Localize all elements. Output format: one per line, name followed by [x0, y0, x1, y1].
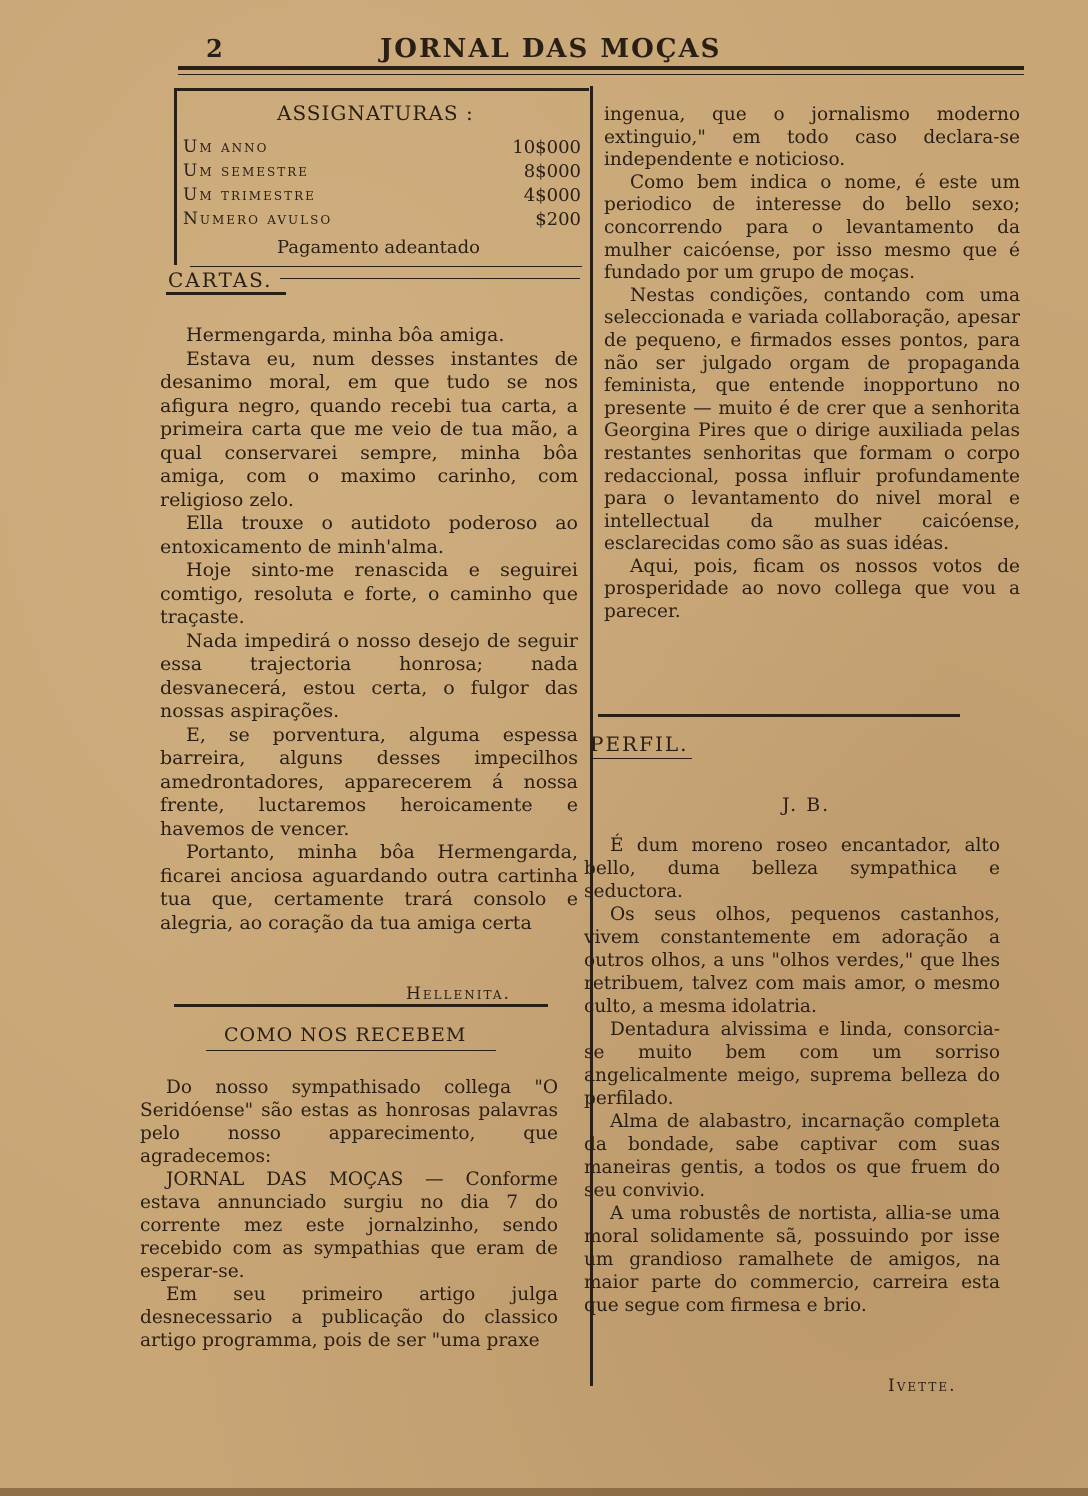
perfil-paragraph: Alma de alabastro, incarnação completa da bondade, sabe captivar com suas maneiras gentis, a todos os que fruem do seu convivio. — [584, 1111, 1000, 1201]
como-nos-recebem-body — [140, 1076, 558, 1352]
como-nos-recebem-rule — [206, 1050, 496, 1051]
page-number: 2 — [206, 34, 223, 63]
subscription-price: 4$000 — [523, 185, 581, 206]
section-rule — [598, 714, 960, 717]
cartas-paragraph: E, se porventura, alguma espessa barreira, alguns desses impecilhos amedrontadores, apparecerem á nossa frente, luctaremos heroicamente e havemos de vencer. — [160, 723, 578, 840]
subscriptions-rule — [190, 266, 582, 267]
subscription-label: Um trimestre — [183, 185, 316, 205]
masthead-title: JORNAL DAS MOÇAS — [380, 34, 722, 64]
page-header — [180, 30, 1020, 68]
perfil-paragraph: Os seus olhos, pequenos castanhos, vivem constantemente em adoração a outros olhos, a uns "olhos verdes," que lhes retribuem, talvez com mais amor, o mesmo culto, a mesma idolatria. — [584, 904, 1000, 1017]
header-rule — [178, 66, 1024, 70]
como-nos-recebem-title: COMO NOS RECEBEM — [224, 1024, 467, 1046]
cartas-paragraph: Nada impedirá o nosso desejo de seguir essa trajectoria honrosa; nada desvanecerá, estou certa, o fulgor das nossas aspirações. — [160, 629, 578, 722]
subscriptions-footer: Pagamento adeantado — [277, 237, 480, 258]
subscription-row — [183, 161, 581, 181]
subscription-row — [183, 185, 581, 205]
perfil-body — [584, 834, 1000, 1317]
perfil-subject: J. B. — [782, 794, 831, 816]
subscriptions-box — [174, 88, 589, 265]
cartas-body — [160, 324, 578, 935]
right-column-body — [604, 104, 1020, 624]
cartas-rule — [166, 292, 286, 295]
subscription-row — [183, 137, 581, 157]
perfil-title: PERFIL. — [590, 732, 689, 756]
right-column-paragraph: Como bem indica o nome, é este um periodico de interesse do bello sexo; concorrendo para o levantamento da mulher caicóense, por isso mesmo que é fundado por um grupo de moças. — [604, 171, 1020, 284]
perfil-paragraph: É dum moreno roseo encantador, alto bello, duma belleza sympathica e seductora. — [584, 835, 1000, 902]
page-bottom-edge — [0, 1488, 1088, 1496]
como-nos-recebem-paragraph: Do nosso sympathisado collega "O Seridóense" são estas as honrosas palavras pelo nosso apparecimento, que agradecemos: — [140, 1077, 558, 1167]
subscriptions-title: ASSIGNATURAS : — [277, 101, 474, 125]
cartas-paragraph: Ella trouxe o autidoto poderoso ao entoxicamento de minh'alma. — [160, 512, 578, 558]
cartas-paragraph: Estava eu, num desses instantes de desanimo moral, em que tudo se nos afigura negro, quando recebi tua carta, a primeira carta que me veio de tua mão, a qual conservarei sempre, minha bôa amiga, com o maximo carinho, com religioso zelo. — [160, 347, 578, 511]
subscription-price: $200 — [535, 209, 581, 230]
subscription-price: 8$000 — [523, 161, 581, 182]
cartas-paragraph: Hoje sinto-me renascida e seguirei comtigo, resoluta e forte, o caminho que traçaste. — [160, 559, 578, 628]
como-nos-recebem-paragraph: Em seu primeiro artigo julga desnecessario a publicação do classico artigo programma, pois de ser "uma praxe — [140, 1284, 558, 1351]
cartas-title: CARTAS. — [168, 268, 273, 292]
cartas-rule-long — [280, 278, 580, 279]
header-rule-thin — [178, 74, 1024, 75]
cartas-paragraph: Hermengarda, minha bôa amiga. — [186, 324, 505, 346]
right-column-paragraph: Aqui, pois, ficam os nossos votos de prosperidade ao novo collega que vou a parecer. — [604, 555, 1020, 623]
perfil-signature: Ivette. — [888, 1376, 957, 1396]
como-nos-recebem-paragraph: JORNAL DAS MOÇAS — Conforme estava annunciado surgiu no dia 7 do corrente mez este jornalzinho, sendo recebido com as sympathias que eram de esperar-se. — [140, 1169, 558, 1282]
subscription-label: Um semestre — [183, 161, 310, 181]
right-column-paragraph: ingenua, que o jornalismo moderno extinguio," em todo caso declara-se independente e noticioso. — [604, 104, 1020, 171]
cartas-signature: Hellenita. — [406, 984, 511, 1004]
right-column-paragraph: Nestas condições, contando com uma seleccionada e variada collaboração, apesar de pequeno, e firmados esses pontos, para não ser julgado orgam de propaganda feminista, que entende inopportuno no presente — muito é de crer que a senhorita Georgina Pires que o dirige auxiliada pelas restantes senhoritas que formam o corpo redaccional, possa influir profundamente para o levantamento do nivel moral e intellectual da mulher caicóense, esclarecidas como são as suas idéas. — [604, 284, 1020, 555]
subscription-row — [183, 209, 581, 229]
perfil-paragraph: A uma robustês de nortista, allia-se uma moral solidamente sã, possuindo por isse um grandioso ramalhete de amigos, na maior parte do commercio, carreira esta que segue com firmesa e brio. — [584, 1203, 1000, 1316]
perfil-rule — [592, 758, 692, 759]
section-rule — [174, 1004, 548, 1007]
subscription-label: Numero avulso — [183, 209, 333, 229]
perfil-paragraph: Dentadura alvissima e linda, consorcia-se muito bem com um sorriso angelicalmente meigo, suprema belleza do perfilado. — [584, 1019, 1000, 1109]
cartas-paragraph: Portanto, minha bôa Hermengarda, ficarei anciosa aguardando outra cartinha tua que, certamente trará consolo e alegria, ao coração da tua amiga certa — [160, 841, 578, 934]
subscription-label: Um anno — [183, 137, 269, 157]
subscription-price: 10$000 — [512, 137, 581, 158]
